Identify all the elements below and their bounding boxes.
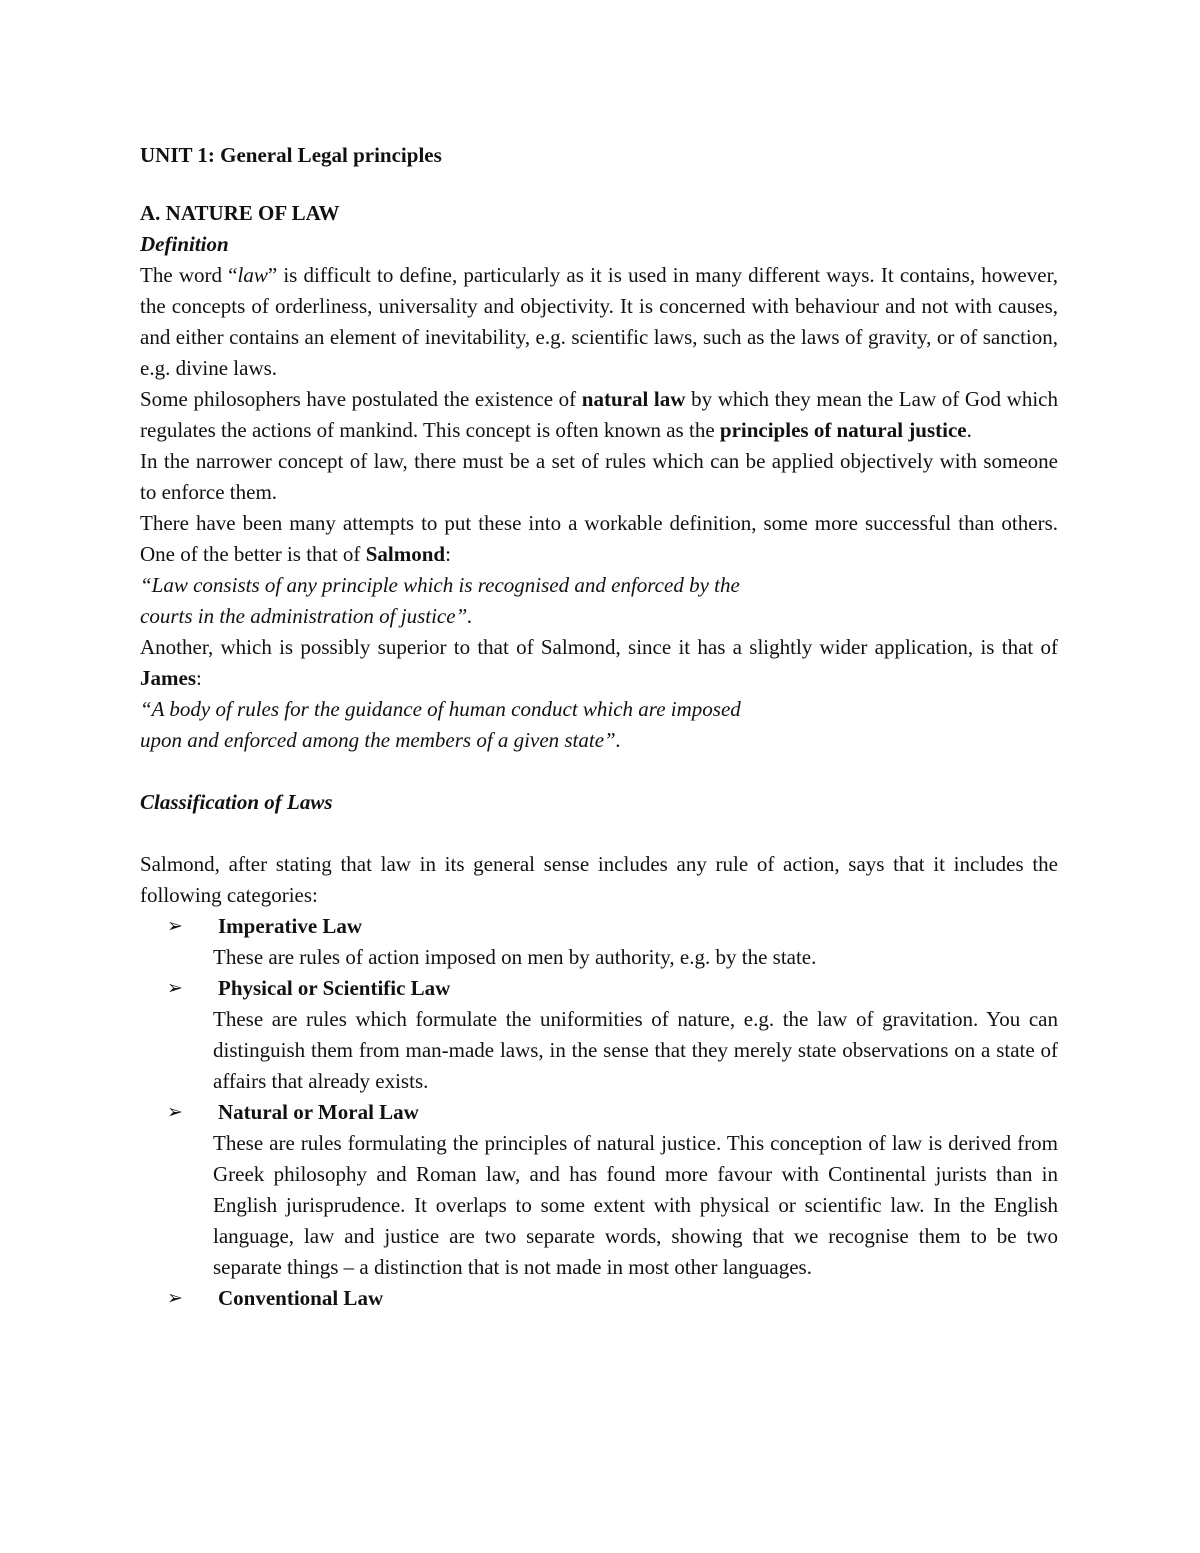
arrow-bullet-icon: ➢ [167, 1288, 183, 1309]
list-item-body: These are rules which formulate the uniformities of nature, e.g. the law of gravitation. You can distinguish them from man-made laws, in the sense that they merely state observations on a state of affairs that already exists. [213, 1007, 1058, 1093]
text-span: : [445, 542, 451, 566]
list-item-body: These are rules of action imposed on men by authority, e.g. by the state. [213, 945, 817, 969]
list-item-natural-law [167, 1097, 1058, 1128]
term-natural-law: natural law [581, 387, 686, 411]
classification-heading: Classification of Laws [140, 790, 333, 814]
list-item-title: Imperative Law [218, 914, 363, 938]
list-item-conventional-law [167, 1283, 1058, 1314]
section-heading: A. NATURE OF LAW [140, 201, 340, 225]
term-principles-of-natural-justice: principles of natural justice [719, 418, 967, 442]
definition-heading: Definition [140, 232, 229, 256]
salmond-quote-line: courts in the administration of justice”. [140, 604, 473, 628]
arrow-bullet-icon: ➢ [167, 916, 183, 937]
paragraph-james [140, 632, 1058, 694]
list-item-physical-law [167, 973, 1058, 1004]
document-page [140, 140, 1058, 1314]
unit-title: UNIT 1: General Legal principles [140, 143, 442, 167]
text-span: by which they mean the Law of God which regulates the actions of mankind. This concept is often known as the [140, 387, 1058, 442]
salmond-quote-line: “Law consists of any principle which is recognised and enforced by the [140, 573, 740, 597]
paragraph-narrower-concept: In the narrower concept of law, there must be a set of rules which can be applied objectively with someone to enforce them. [140, 449, 1058, 504]
text-span: There have been many attempts to put these into a workable definition, some more successful than others. One of the better is that of [140, 511, 1058, 566]
james-quote-line: upon and enforced among the members of a given state”. [140, 728, 621, 752]
text-span: . [966, 418, 972, 442]
list-item-title: Physical or Scientific Law [218, 976, 451, 1000]
paragraph-law-definition [140, 260, 1058, 384]
list-item-title: Conventional Law [218, 1286, 384, 1310]
text-span: Another, which is possibly superior to that of Salmond, since it has a slightly wider application, is that of [140, 635, 1058, 659]
arrow-bullet-icon: ➢ [167, 978, 183, 999]
list-item-imperative-law [167, 911, 1058, 942]
spacer [140, 756, 1058, 787]
emphasis-law: law [237, 263, 268, 287]
spacer [140, 818, 1058, 849]
text-span: ” is difficult to define, particularly as it is used in many different ways. It contains, however, the concepts of orderliness, universality and objectivity. It is concerned with behaviour and not with causes, and either contains an element of inevitability, e.g. scientific laws, such as the laws of gravity, or of sanction, e.g. divine laws. [140, 263, 1058, 380]
list-item-title: Natural or Moral Law [218, 1100, 419, 1124]
list-item-body: These are rules formulating the principles of natural justice. This conception of law is derived from Greek philosophy and Roman law, and has found more favour with Continental jurists than in English jurisprudence. It overlaps to some extent with physical or scientific law. In the English language, law and justice are two separate words, showing that we recognise them to be two separate things – a distinction that is not made in most other languages. [213, 1131, 1058, 1279]
arrow-bullet-icon: ➢ [167, 1102, 183, 1123]
name-james: James [140, 666, 196, 690]
paragraph-definitions-attempts [140, 508, 1058, 570]
classification-intro: Salmond, after stating that law in its general sense includes any rule of action, says that it includes the following categories: [140, 852, 1058, 907]
text-span: Some philosophers have postulated the existence of [140, 387, 582, 411]
text-span: : [196, 666, 202, 690]
text-span: The word “ [140, 263, 238, 287]
james-quote-line: “A body of rules for the guidance of human conduct which are imposed [140, 697, 741, 721]
paragraph-natural-law [140, 384, 1058, 446]
name-salmond: Salmond [365, 542, 446, 566]
